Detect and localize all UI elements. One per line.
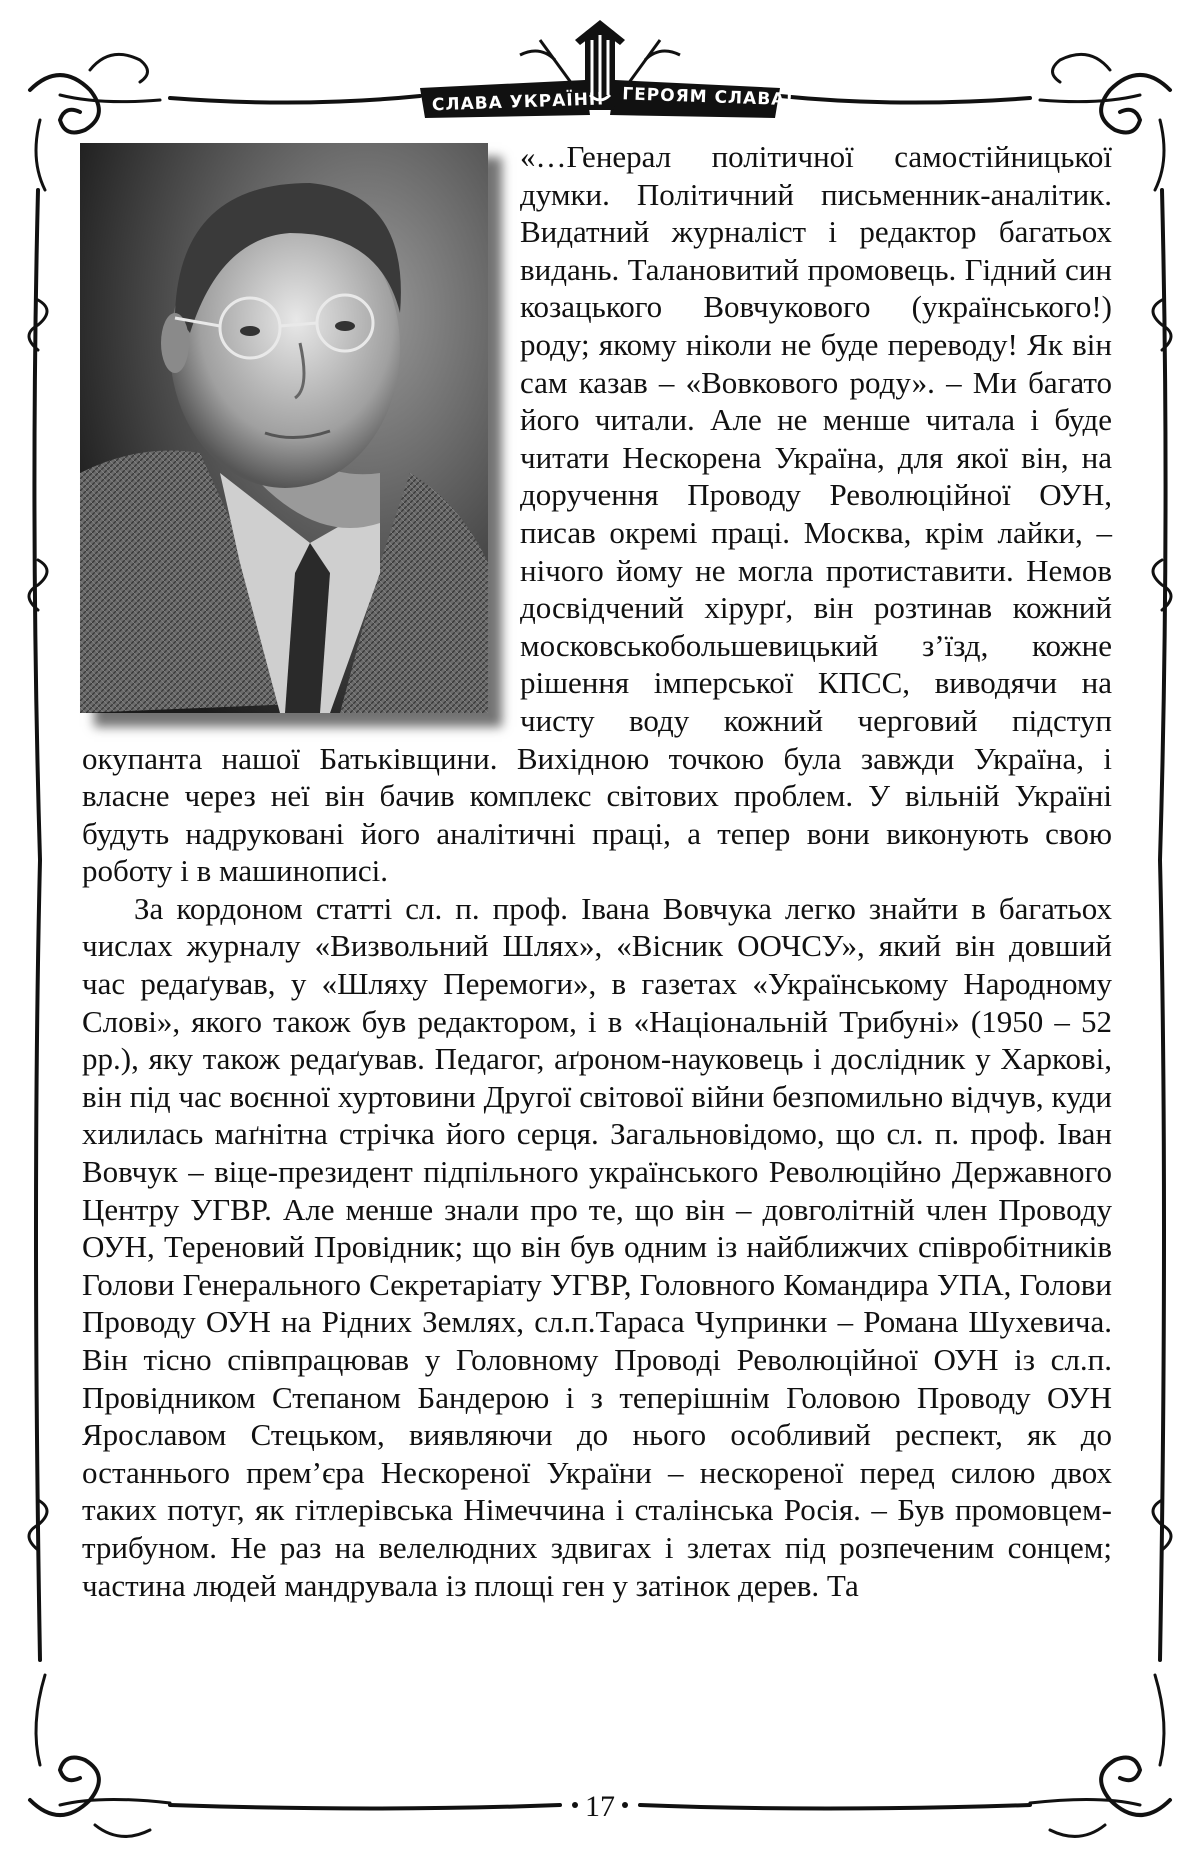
paragraph-2: За кордоном статті сл. п. проф. Івана Вовчука легко знайти в багатьох числах журналу «Визвольний Шлях», «Вісник ООЧСУ», який він довший час редаґував, у «Шляху Перемоги», в газетах «Українському Народному Слові», якого також був редактором, і в «Національній Трибуні» (1950 – 52 рр.), яку також редаґував. Педагог, аґроном-науковець і дослідник у Харкові, він під час воєнної хуртовини Другої світової війни безпомильно відчув, куди хилилась маґнітна стрічка його серця. Загальновідомо, що сл. п. проф. Іван Вовчук – віце-президент підпільного українського Революційно Державного Центру УГВР. Але менше знали про те, що він – довголітній член Проводу ОУН, Тереновий Провідник; що він був одним із найближчих співробітників Голови Генерального Секретаріату УГВР, Головного Командира УПА, Голови Проводу ОУН на Рідних Землях, сл.п.Тараса Чупринки – Романа Шухевича. Він тісно співпрацював у Головному Проводі Революційної ОУН із сл.п. Провідником Степаном Бандерою і з теперішнім Головою Проводу ОУН Ярославом Стецьком, виявляючи до нього особливий респект, як до останнього прем’єра Нескореної України – нескореної перед силою двох таких потуг, як гітлерівська Німеччина і сталінська Росія. – Був промовцем-трибуном. Не раз на велелюдних здвигах і злетах під розпеченим сонцем; частина людей мандрувала із площі ген у затінок дерев. Та — [82, 890, 1112, 1603]
paragraph-1: «…Генерал політичної самостійницької думки. Політичний письменник-аналітик. Видатний журналіст і редактор багатьох видань. Талановитий промовець. Гідний син козацького Вовчукового (українського!) роду; якому ніколи не буде переводу! Як він сам казав – «Вовкового роду». – Ми багато його читали. Але не менше читала і буде читати Нескорена Україна, для якої він, на доручення Проводу Революційної ОУН, писав окремі праці. Москва, крім лайки, – нічого йому не могла протиставити. Немов досвідчений хірурґ, він розтинав кожний московськобольшевицький з’їзд, кожне рішення імперської КПСС, виводячи на чисту воду кожний черговий підступ окупанта нашої Батьківщини. Вихідною точкою була завжди Україна, і власне через неї він бачив комплекс світових проблем. У вільній Україні будуть надруковані його аналітичні праці, а тепер вони виконують свою роботу і в машинописі. — [82, 139, 1112, 889]
page-number: 17 — [585, 1790, 615, 1823]
banner-left-text: СЛАВА УКРАЇНІ! — [431, 89, 606, 116]
banner-right-text: ГЕРОЯМ СЛАВА! — [621, 84, 795, 111]
body-text — [82, 138, 1112, 1604]
portrait-spacer — [82, 138, 502, 738]
